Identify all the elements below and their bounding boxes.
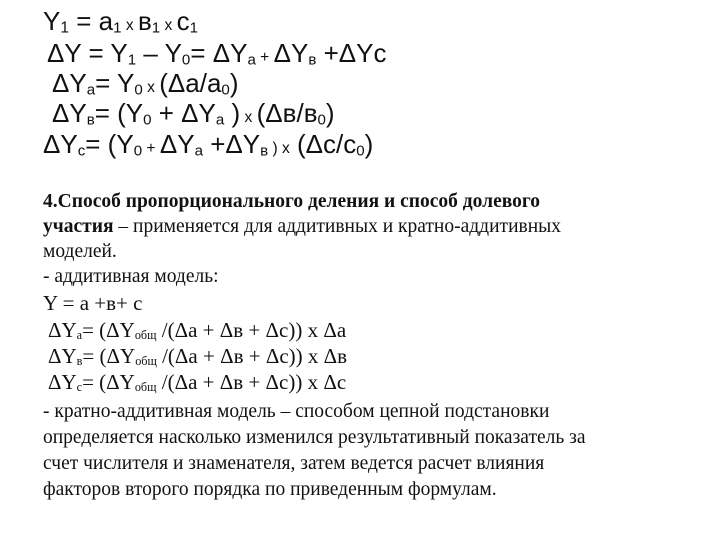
f5-dya: ΔY (159, 129, 195, 159)
f1-x2: x (160, 17, 177, 34)
multi-line-3: счет числителя и знаменателя, затем ведется расчет влияния (43, 453, 545, 474)
f3-x: x (142, 79, 160, 96)
f5-sb: в (260, 142, 269, 160)
f2-s1: 1 (127, 51, 137, 69)
yb-sub: в (76, 353, 83, 368)
f2-mid: – Y (136, 38, 182, 68)
ya-lead: ΔY (48, 318, 77, 342)
f4-end: ) (325, 98, 335, 128)
f1-y-sub: 1 (60, 19, 70, 37)
f1-c-sub: 1 (189, 19, 199, 37)
f5-end: ) (364, 129, 374, 159)
ya-rest: /(Δa + Δв + Δc)) x Δa (156, 318, 347, 342)
f5-s0: 0 (133, 142, 143, 160)
f2-dyb: ΔY (273, 38, 309, 68)
f1-eq: = a (69, 6, 114, 36)
f2-sa: a (247, 51, 256, 69)
f3-close: ) (229, 68, 239, 98)
f4-s0: 0 (143, 111, 152, 129)
f5-close: ) x (268, 140, 290, 157)
formula-delta-yb (52, 98, 335, 129)
section-line-4: - аддитивная модель: (43, 266, 219, 287)
f4-s0b: 0 (317, 111, 326, 129)
yb-rest: /(Δa + Δв + Δc)) x Δв (156, 344, 348, 368)
yb-eq: = (ΔY (82, 344, 136, 368)
multi-line-2: определяется насколько изменился результативный показатель за (43, 427, 586, 448)
section-title-bold-word: участия (43, 216, 114, 237)
additive-formula-yc (48, 372, 346, 393)
f5-paren: (Δc/c (289, 129, 357, 159)
f1-x1: x (121, 17, 138, 34)
yc-rest: /(Δa + Δв + Δc)) x Δc (156, 370, 347, 394)
multi-line-4: факторов второго порядка по приведенным формулам. (43, 479, 497, 500)
f1-c: c (176, 6, 190, 36)
f3-paren: (Δa/a (159, 68, 222, 98)
f3-eq: = Y (95, 68, 135, 98)
f4-x: x (240, 109, 257, 126)
f2-sb: в (308, 51, 317, 69)
ya-eq: = (ΔY (82, 318, 135, 342)
f2-lead: ΔY = Y (47, 38, 128, 68)
section-title-rest: – применяется для аддитивных и кратно-аддитивных (113, 216, 561, 237)
section-title-line-1: 4.Способ пропорционального деления и способ долевого (43, 191, 541, 212)
ya-obsh: общ (134, 327, 157, 342)
f5-sc: c (77, 142, 86, 160)
f4-close: ) (224, 98, 241, 128)
formula-delta-ya (52, 68, 239, 99)
additive-equation: Y = a +в+ c (43, 291, 143, 315)
f1-a-sub: 1 (113, 19, 122, 37)
f5-lead: ΔY (43, 129, 78, 159)
formula-delta-yc (43, 129, 374, 160)
multi-line-1: - кратно-аддитивная модель – способом цепной подстановки (43, 401, 550, 422)
f4-sa: a (215, 111, 225, 129)
f5-plus2: +ΔY (202, 129, 261, 159)
yb-obsh: общ (135, 353, 157, 368)
formula-y1 (43, 6, 199, 37)
f4-mid: + ΔY (151, 98, 216, 128)
f2-tail: +ΔYc (316, 38, 387, 68)
f4-lead: ΔY (52, 98, 87, 128)
ya-sub: a (76, 327, 83, 342)
f3-s0: 0 (134, 81, 143, 99)
yc-eq: = (ΔY (82, 370, 135, 394)
f3-lead: ΔY (52, 68, 87, 98)
additive-formula-ya (48, 320, 346, 341)
f5-s0b: 0 (356, 142, 365, 160)
formula-delta-y (47, 38, 387, 69)
yb-lead: ΔY (48, 344, 77, 368)
f4-sb: в (86, 111, 95, 129)
yc-obsh: общ (134, 379, 157, 394)
section-title-line-2 (43, 217, 561, 237)
f2-s2: 0 (181, 51, 191, 69)
f4-eq: = (Y (94, 98, 144, 128)
f5-sa: a (194, 142, 203, 160)
yc-sub: c (76, 379, 83, 394)
f1-b-sub: 1 (151, 19, 161, 37)
f5-plus: + (142, 140, 160, 157)
f1-b: в (137, 6, 152, 36)
f3-sa: a (86, 81, 96, 99)
f4-paren: (Δв/в (256, 98, 318, 128)
additive-formula-yb (48, 346, 347, 367)
f3-s0b: 0 (221, 81, 230, 99)
f2-eq: = ΔY (190, 38, 248, 68)
f2-plus: + (255, 49, 274, 66)
f1-y: Y (43, 6, 61, 36)
f5-eq: = (Y (85, 129, 134, 159)
yc-lead: ΔY (48, 370, 77, 394)
section-line-3: моделей. (43, 241, 117, 262)
